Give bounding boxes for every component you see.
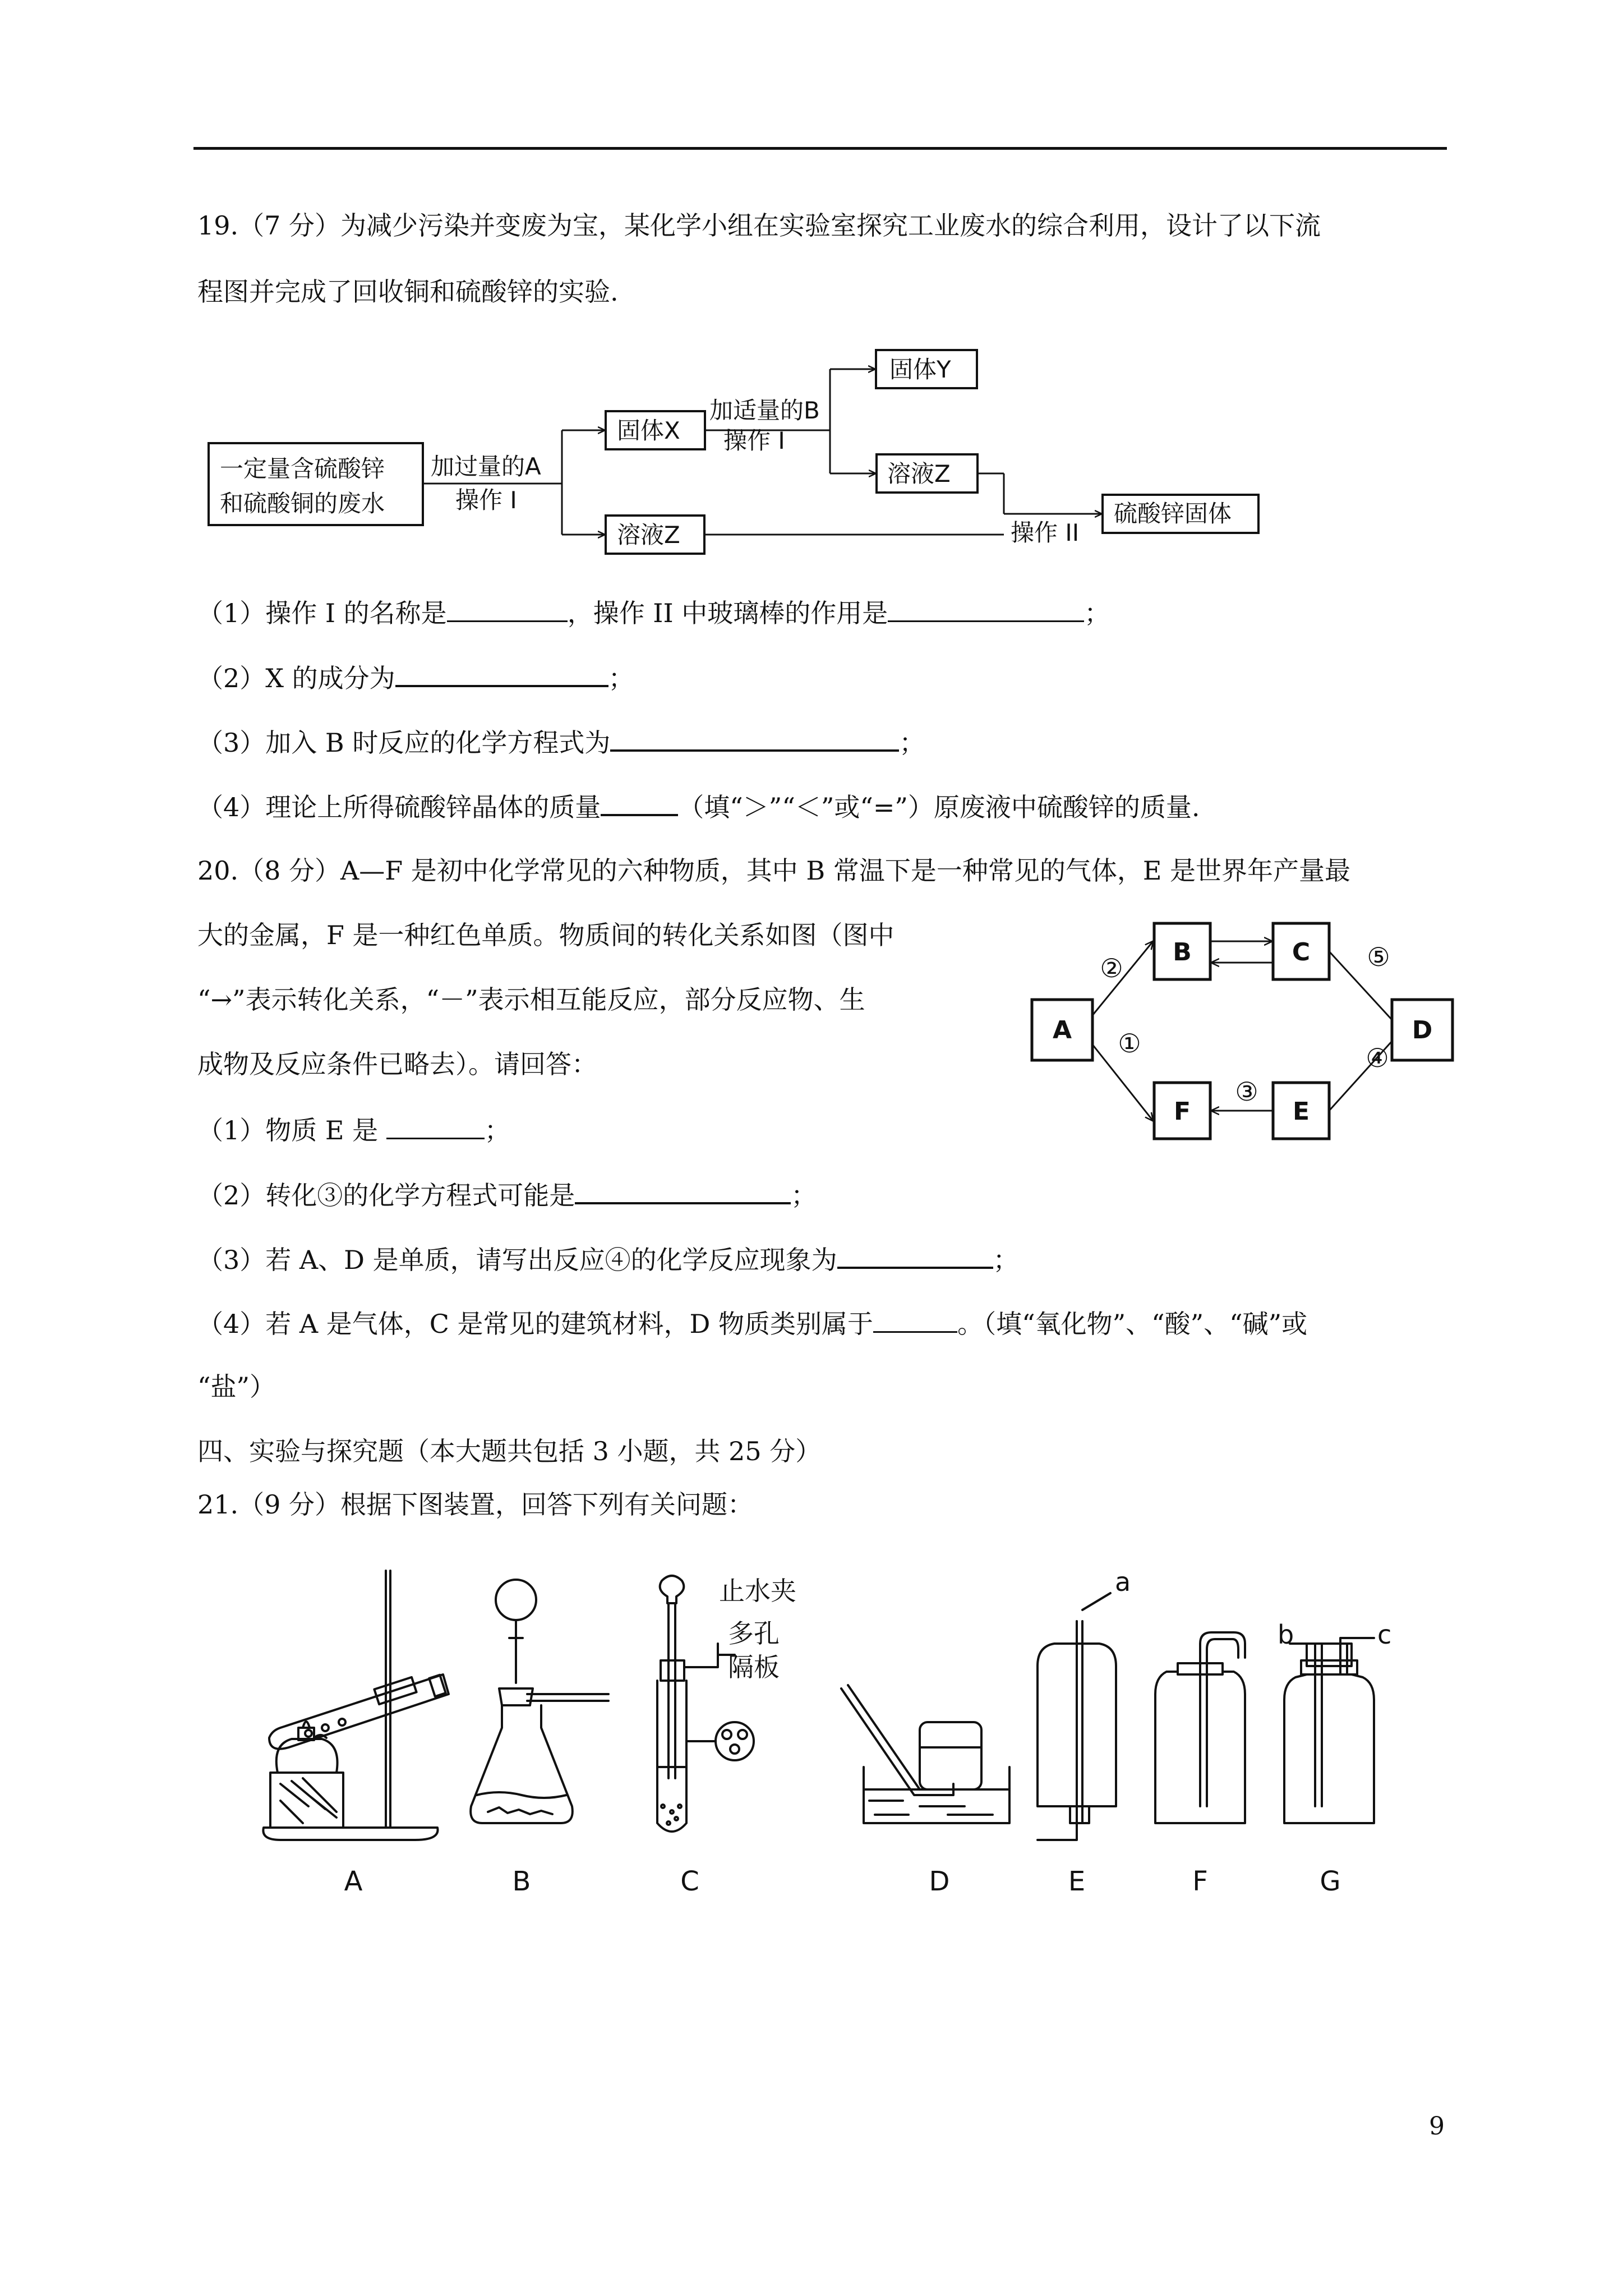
q20-intro-line1: 20.（8 分）A—F 是初中化学常见的六种物质，其中 B 常温下是一种常见的气体，E 是世界年产量最 — [197, 855, 1351, 886]
reaction-4-label: ④ — [1366, 1043, 1389, 1073]
q19-part4 — [197, 788, 1200, 824]
q19-part4-blank[interactable] — [601, 788, 678, 816]
reaction-3-label: ③ — [1235, 1076, 1258, 1107]
q20-part4-text-b: 。（填“氧化物”、“酸”、“碱”或 — [957, 1309, 1308, 1339]
q19-intro-line2: 程图并完成了回收铜和硫酸锌的实验. — [197, 277, 619, 307]
q20-part2-blank[interactable] — [575, 1176, 791, 1204]
flow-arrow1-text-2: 操作 I — [455, 486, 517, 514]
apparatus-F-label: F — [1192, 1866, 1208, 1897]
q19-part4-text-a: （4）理论上所得硫酸锌晶体的质量 — [197, 792, 601, 822]
label-porous-plate-1: 多孔 — [728, 1618, 780, 1649]
q20-part4-blank[interactable] — [873, 1305, 957, 1333]
q19-part3-blank[interactable] — [610, 724, 899, 752]
q19-part4-text-b: （填“＞”“＜”或“=”）原废液中硫酸锌的质量. — [678, 792, 1200, 822]
q19-part3-text-a: （3）加入 B 时反应的化学方程式为 — [197, 728, 611, 758]
q19-part3 — [197, 724, 925, 760]
apparatus-B-label: B — [512, 1866, 531, 1897]
apparatus-E-drawing — [1038, 1593, 1116, 1840]
q20-part3-text-b: ； — [993, 1245, 1019, 1275]
q20-part4-text-a: （4）若 A 是气体，C 是常见的建筑材料，D 物质类别属于 — [197, 1309, 874, 1339]
q20-part2 — [197, 1176, 817, 1212]
label-tube-c: c — [1377, 1619, 1392, 1650]
q21-apparatus-figure — [247, 1559, 1424, 1907]
apparatus-C-label: C — [680, 1866, 699, 1897]
flow-arrow2-text-1: 加适量的B — [709, 397, 820, 424]
page-number: 9 — [1429, 2112, 1445, 2141]
q21-intro: 21.（9 分）根据下图装置，回答下列有关问题： — [197, 1489, 754, 1520]
q20-intro-line3: “→”表示转化关系，“－”表示相互能反应，部分反应物、生 — [197, 984, 865, 1015]
q20-part1-blank[interactable] — [386, 1112, 485, 1139]
q19-flowchart — [196, 337, 1273, 561]
q20-intro-line4: 成物及反应条件已略去）。请回答： — [197, 1049, 597, 1079]
q19-part1-text-a: （1）操作 I 的名称是 — [197, 598, 447, 628]
reaction-2-label: ② — [1100, 953, 1123, 983]
node-C: C — [1292, 938, 1311, 967]
flow-arrow2-text-2: 操作 I — [723, 427, 785, 454]
q20-intro-line2: 大的金属，F 是一种红色单质。物质间的转化关系如图（图中 — [197, 920, 895, 950]
q20-relation-diagram — [1026, 914, 1464, 1150]
q20-part3 — [197, 1241, 1019, 1277]
apparatus-A-drawing — [263, 1571, 449, 1840]
node-A: A — [1052, 1016, 1072, 1045]
q19-part2-text-b: ； — [608, 663, 634, 693]
q20-part3-blank[interactable] — [837, 1241, 993, 1269]
apparatus-D-label: D — [929, 1866, 950, 1897]
q19-part2 — [197, 659, 634, 695]
q19-part1-blank-1[interactable] — [447, 595, 568, 622]
flow-solution-z-top-text: 溶液Z — [887, 460, 951, 487]
apparatus-C-drawing — [657, 1576, 754, 1832]
q20-part4 — [197, 1305, 1307, 1341]
label-tube-b: b — [1278, 1619, 1294, 1650]
apparatus-G-drawing — [1284, 1638, 1374, 1823]
flow-product-text: 硫酸锌固体 — [1114, 500, 1232, 527]
apparatus-F-drawing — [1155, 1632, 1245, 1823]
q19-part2-blank[interactable] — [395, 659, 608, 687]
flow-start-text-1: 一定量含硫酸锌 — [220, 455, 385, 482]
q19-part1-text-c: ； — [1084, 598, 1110, 628]
reaction-5-label: ⑤ — [1367, 942, 1390, 972]
apparatus-G-label: G — [1320, 1866, 1341, 1897]
q20-part1 — [197, 1112, 510, 1147]
q20-part4-cont: “盐”） — [197, 1372, 276, 1402]
q19-intro-line1: 19.（7 分）为减少污染并变废为宝，某化学小组在实验室探究工业废水的综合利用，设计了以下流 — [197, 210, 1321, 241]
label-porous-plate-2: 隔板 — [728, 1652, 780, 1682]
apparatus-B-drawing — [471, 1580, 608, 1823]
node-E: E — [1292, 1097, 1310, 1126]
q20-part2-text-b: ； — [791, 1180, 817, 1211]
section-4-heading: 四、实验与探究题（本大题共包括 3 小题，共 25 分） — [197, 1436, 822, 1466]
q19-part1-text-b: ，操作 II 中玻璃棒的作用是 — [567, 598, 888, 628]
reaction-1-label: ① — [1118, 1028, 1141, 1059]
q19-part1-blank-2[interactable] — [888, 595, 1084, 622]
q19-part1 — [197, 595, 1110, 630]
flow-solid-y-text: 固体Y — [889, 356, 951, 383]
flow-start-text-2: 和硫酸铜的废水 — [220, 490, 385, 517]
label-tube-a: a — [1115, 1567, 1131, 1597]
header-rule — [193, 147, 1447, 150]
flow-arrow1-text-1: 加过量的A — [431, 453, 541, 480]
apparatus-D-drawing — [841, 1685, 1009, 1823]
node-B: B — [1173, 938, 1192, 967]
q20-part1-text-a: （1）物质 E 是 — [197, 1115, 386, 1145]
flow-solution-z-bottom-text: 溶液Z — [617, 521, 680, 549]
q20-part2-text-a: （2）转化③的化学方程式可能是 — [197, 1180, 575, 1211]
flow-arrow3-text: 操作 II — [1011, 519, 1080, 546]
apparatus-A-label: A — [344, 1866, 363, 1897]
flow-solid-x-text: 固体X — [617, 417, 680, 444]
q20-part1-text-b: ； — [484, 1115, 510, 1145]
apparatus-E-label: E — [1068, 1866, 1086, 1897]
node-F: F — [1173, 1097, 1191, 1126]
label-clip: 止水夹 — [719, 1576, 796, 1606]
q19-part2-text-a: （2）X 的成分为 — [197, 663, 395, 693]
node-D: D — [1412, 1016, 1433, 1045]
q20-part3-text-a: （3）若 A、D 是单质，请写出反应④的化学反应现象为 — [197, 1245, 837, 1275]
q19-part3-text-b: ； — [899, 728, 925, 758]
